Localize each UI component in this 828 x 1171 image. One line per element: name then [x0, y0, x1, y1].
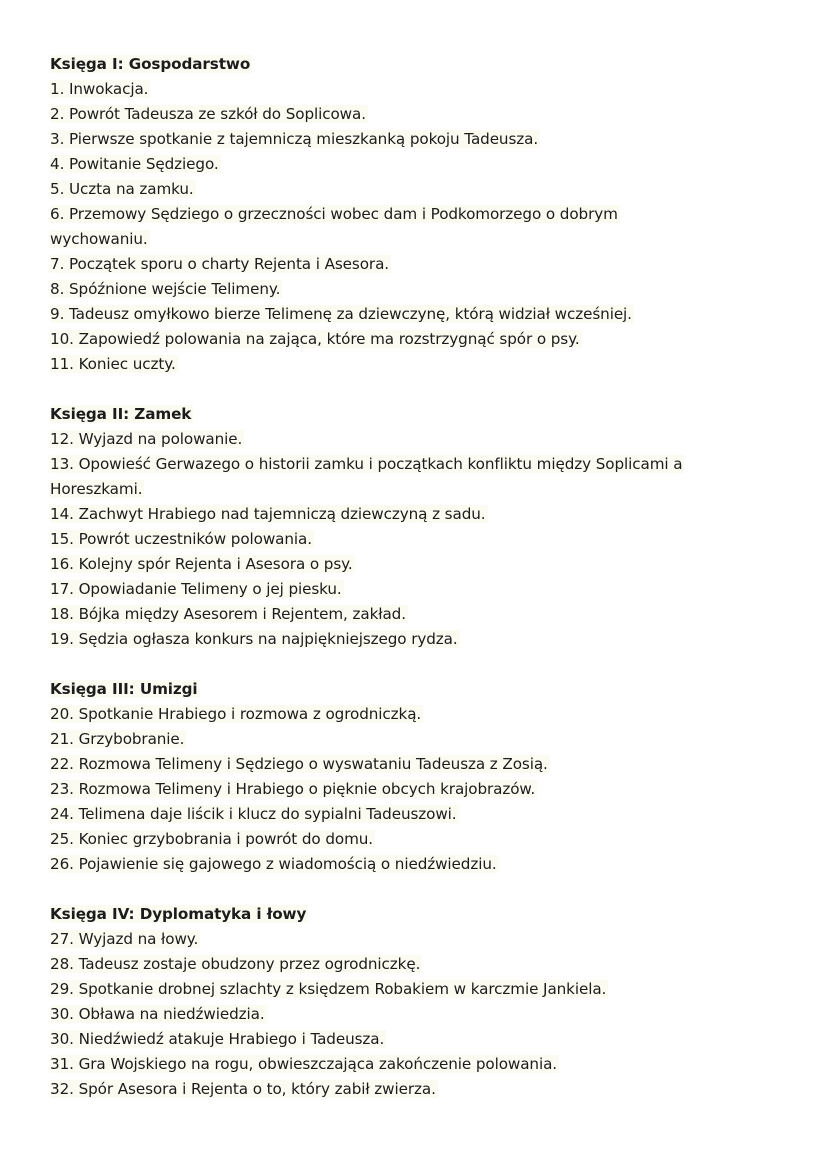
book-heading — [50, 402, 780, 427]
book-heading — [50, 902, 780, 927]
plot-point-line — [50, 152, 780, 177]
plot-point-text: Horeszkami. — [50, 480, 143, 498]
plot-point-line — [50, 1002, 780, 1027]
plot-point-line — [50, 327, 780, 352]
plot-point-text: 19. Sędzia ogłasza konkurs na najpiękniejszego rydza. — [50, 630, 458, 648]
plot-point-text: 26. Pojawienie się gajowego z wiadomością o niedźwiedziu. — [50, 855, 497, 873]
plot-point-text: 4. Powitanie Sędziego. — [50, 155, 219, 173]
plot-point-text: 11. Koniec uczty. — [50, 355, 176, 373]
plot-point-line — [50, 227, 780, 252]
plot-point-line — [50, 277, 780, 302]
plot-point-line — [50, 1077, 780, 1102]
plot-point-line — [50, 727, 780, 752]
book-section — [50, 402, 780, 652]
plot-point-text: 8. Spóźnione wejście Telimeny. — [50, 280, 281, 298]
plot-point-text: 3. Pierwsze spotkanie z tajemniczą mieszkanką pokoju Tadeusza. — [50, 130, 539, 148]
book-section — [50, 902, 780, 1102]
plot-point-line — [50, 552, 780, 577]
plot-point-line — [50, 577, 780, 602]
plot-point-text: 24. Telimena daje liścik i klucz do sypialni Tadeuszowi. — [50, 805, 457, 823]
book-heading — [50, 677, 780, 702]
plot-point-line — [50, 452, 780, 477]
book-section — [50, 677, 780, 877]
plot-point-line — [50, 352, 780, 377]
plot-point-text: 30. Obława na niedźwiedzia. — [50, 1005, 265, 1023]
plot-point-line — [50, 1027, 780, 1052]
book-heading-text: Księga I: Gospodarstwo — [50, 55, 251, 73]
plot-point-text: 2. Powrót Tadeusza ze szkół do Soplicowa. — [50, 105, 366, 123]
book-heading — [50, 52, 780, 77]
plot-point-text: 31. Gra Wojskiego na rogu, obwieszczająca zakończenie polowania. — [50, 1055, 558, 1073]
plot-point-text: 13. Opowieść Gerwazego o historii zamku i początkach konfliktu między Soplicami a — [50, 455, 683, 473]
plot-point-line — [50, 102, 780, 127]
plot-point-text: 5. Uczta na zamku. — [50, 180, 194, 198]
plot-point-text: wychowaniu. — [50, 230, 148, 248]
plot-point-text: 29. Spotkanie drobnej szlachty z księdzem Robakiem w karczmie Jankiela. — [50, 980, 607, 998]
plot-point-text: 6. Przemowy Sędziego o grzeczności wobec dam i Podkomorzego o dobrym — [50, 205, 618, 223]
plot-point-line — [50, 177, 780, 202]
plot-point-text: 17. Opowiadanie Telimeny o jej piesku. — [50, 580, 342, 598]
plot-point-text: 14. Zachwyt Hrabiego nad tajemniczą dziewczyną z sadu. — [50, 505, 486, 523]
plot-point-line — [50, 852, 780, 877]
plot-point-text: 15. Powrót uczestników polowania. — [50, 530, 312, 548]
plot-point-line — [50, 77, 780, 102]
plot-point-line — [50, 252, 780, 277]
plot-point-text: 25. Koniec grzybobrania i powrót do domu. — [50, 830, 374, 848]
plot-point-line — [50, 502, 780, 527]
plot-point-text: 16. Kolejny spór Rejenta i Asesora o psy. — [50, 555, 353, 573]
plot-point-text: 23. Rozmowa Telimeny i Hrabiego o pięknie obcych krajobrazów. — [50, 780, 536, 798]
plot-point-text: 7. Początek sporu o charty Rejenta i Asesora. — [50, 255, 390, 273]
plot-point-text: 30. Niedźwiedź atakuje Hrabiego i Tadeusza. — [50, 1030, 385, 1048]
plot-point-line — [50, 752, 780, 777]
plot-point-line — [50, 527, 780, 552]
document-page — [50, 52, 780, 1127]
plot-point-text: 9. Tadeusz omyłkowo bierze Telimenę za dziewczynę, którą widział wcześniej. — [50, 305, 632, 323]
plot-point-text: 27. Wyjazd na łowy. — [50, 930, 199, 948]
plot-point-line — [50, 927, 780, 952]
plot-point-line — [50, 202, 780, 227]
plot-point-line — [50, 702, 780, 727]
book-section — [50, 52, 780, 377]
plot-point-line — [50, 627, 780, 652]
plot-point-line — [50, 427, 780, 452]
plot-point-line — [50, 777, 780, 802]
plot-point-line — [50, 952, 780, 977]
plot-point-text: 20. Spotkanie Hrabiego i rozmowa z ogrodniczką. — [50, 705, 422, 723]
plot-point-line — [50, 802, 780, 827]
plot-point-line — [50, 602, 780, 627]
book-heading-text: Księga II: Zamek — [50, 405, 192, 423]
book-heading-text: Księga IV: Dyplomatyka i łowy — [50, 905, 307, 923]
plot-point-line — [50, 1052, 780, 1077]
plot-point-text: 18. Bójka między Asesorem i Rejentem, zakład. — [50, 605, 406, 623]
plot-point-text: 1. Inwokacja. — [50, 80, 149, 98]
book-heading-text: Księga III: Umizgi — [50, 680, 198, 698]
plot-point-text: 32. Spór Asesora i Rejenta o to, który zabił zwierza. — [50, 1080, 436, 1098]
plot-point-text: 22. Rozmowa Telimeny i Sędziego o wyswataniu Tadeusza z Zosią. — [50, 755, 548, 773]
plot-point-text: 21. Grzybobranie. — [50, 730, 185, 748]
plot-point-text: 12. Wyjazd na polowanie. — [50, 430, 243, 448]
plot-point-text: 28. Tadeusz zostaje obudzony przez ogrodniczkę. — [50, 955, 421, 973]
plot-point-line — [50, 302, 780, 327]
plot-point-line — [50, 827, 780, 852]
plot-point-line — [50, 127, 780, 152]
plot-point-text: 10. Zapowiedź polowania na zająca, które ma rozstrzygnąć spór o psy. — [50, 330, 580, 348]
plot-point-line — [50, 977, 780, 1002]
plot-point-line — [50, 477, 780, 502]
